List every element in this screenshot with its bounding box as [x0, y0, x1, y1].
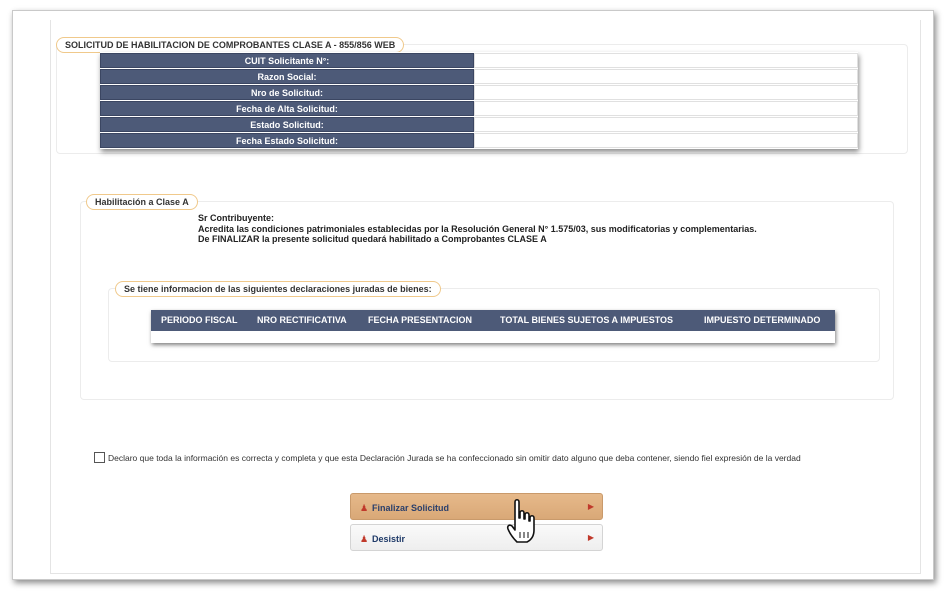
estado-value [474, 117, 858, 132]
table-row [100, 53, 858, 68]
table-row [100, 85, 858, 100]
habilitacion-legend: Habilitación a Clase A [86, 194, 198, 210]
triangle-right-icon: ▶ [587, 533, 594, 542]
solicitud-info-table [100, 52, 858, 149]
solicitud-legend: SOLICITUD DE HABILITACION DE COMPROBANTES CLASE A - 855/856 WEB [56, 37, 404, 53]
cuit-value [474, 53, 858, 68]
table-row [100, 117, 858, 132]
fecha-alta-value [474, 101, 858, 116]
col-nro-rectificativa: NRO RECTIFICATIVA [257, 315, 347, 325]
table-row [100, 133, 858, 148]
estado-label: Estado Solicitud: [100, 117, 474, 132]
declaracion-row [94, 452, 801, 463]
message-greeting: Sr Contribuyente: [198, 213, 275, 223]
cuit-label: CUIT Solicitante N°: [100, 53, 474, 68]
table-row [100, 69, 858, 84]
ddjj-legend: Se tiene informacion de las siguientes declaraciones juradas de bienes: [115, 281, 441, 297]
col-fecha-presentacion: FECHA PRESENTACION [368, 315, 473, 325]
ddjj-table [151, 310, 835, 343]
hand-pointer-icon [505, 498, 541, 546]
table-row [100, 101, 858, 116]
finalizar-solicitud-button[interactable] [350, 493, 603, 520]
message-body: Acredita las condiciones patrimoniales establecidas por la Resolución General N° 1.575/03, sus modificatorias y complementarias. [198, 223, 757, 234]
desistir-button[interactable] [350, 524, 603, 551]
declaracion-text: Declaro que toda la información es correcta y completa y que esta Declaración Jurada se ha confeccionado sin omitir dato alguno que deba contener, siendo fiel expresión de la verdad [108, 453, 801, 463]
fecha-estado-label: Fecha Estado Solicitud: [100, 133, 474, 148]
ddjj-table-header [151, 310, 835, 331]
desistir-label: Desistir [372, 534, 406, 544]
nro-solicitud-label: Nro de Solicitud: [100, 85, 474, 100]
razon-social-label: Razon Social: [100, 69, 474, 84]
message-finalize-note: De FINALIZAR la presente solicitud quedará habilitado a Comprobantes CLASE A [198, 234, 547, 244]
col-impuesto-determinado: IMPUESTO DETERMINADO [704, 315, 821, 325]
razon-social-value [474, 69, 858, 84]
nro-solicitud-value [474, 85, 858, 100]
triangle-right-icon: ▶ [587, 502, 594, 511]
user-icon: ♟ [360, 534, 369, 544]
declaracion-checkbox[interactable] [94, 452, 105, 463]
col-total-bienes: TOTAL BIENES SUJETOS A IMPUESTOS [500, 315, 674, 325]
fecha-estado-value [474, 133, 858, 148]
habilitacion-message [198, 213, 757, 245]
user-icon: ♟ [360, 503, 369, 513]
fecha-alta-label: Fecha de Alta Solicitud: [100, 101, 474, 116]
finalizar-label: Finalizar Solicitud [372, 503, 450, 513]
col-periodo-fiscal: PERIODO FISCAL [161, 315, 238, 325]
